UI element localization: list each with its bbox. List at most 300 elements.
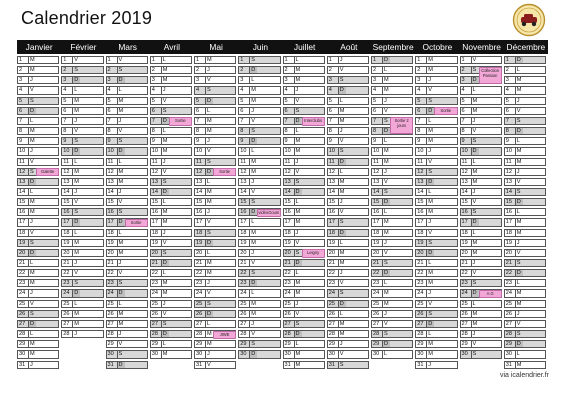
day-cell[interactable]: [283, 239, 325, 247]
day-cell[interactable]: [194, 117, 236, 125]
day-cell[interactable]: [238, 137, 280, 145]
day-cell[interactable]: [194, 198, 236, 206]
day-cell[interactable]: [106, 107, 148, 115]
day-cell[interactable]: [61, 239, 103, 247]
day-cell[interactable]: [17, 249, 59, 257]
day-cell[interactable]: [460, 198, 502, 206]
day-cell[interactable]: [327, 158, 369, 166]
day-cell[interactable]: [150, 350, 192, 358]
day-cell[interactable]: [504, 259, 546, 267]
day-cell[interactable]: [327, 147, 369, 155]
day-cell[interactable]: [61, 320, 103, 328]
day-cell[interactable]: [150, 97, 192, 105]
day-cell[interactable]: [327, 350, 369, 358]
day-cell[interactable]: [150, 218, 192, 226]
day-cell[interactable]: [415, 158, 457, 166]
day-cell[interactable]: [371, 107, 413, 115]
day-cell[interactable]: [194, 208, 236, 216]
day-cell[interactable]: [327, 218, 369, 226]
day-cell[interactable]: [460, 269, 502, 277]
day-cell[interactable]: [460, 97, 502, 105]
day-cell[interactable]: [106, 178, 148, 186]
day-cell[interactable]: [460, 168, 502, 176]
day-cell[interactable]: [194, 289, 236, 297]
day-cell[interactable]: [460, 340, 502, 348]
day-cell[interactable]: [17, 340, 59, 348]
day-cell[interactable]: [460, 259, 502, 267]
day-cell[interactable]: [17, 97, 59, 105]
day-cell[interactable]: [415, 350, 457, 358]
day-cell[interactable]: [17, 330, 59, 338]
day-cell[interactable]: [371, 340, 413, 348]
day-cell[interactable]: [106, 158, 148, 166]
day-cell[interactable]: [371, 239, 413, 247]
day-cell[interactable]: [460, 279, 502, 287]
day-cell[interactable]: [106, 198, 148, 206]
day-cell[interactable]: [150, 279, 192, 287]
day-cell[interactable]: [61, 198, 103, 206]
day-cell[interactable]: [194, 86, 236, 94]
day-cell[interactable]: [238, 198, 280, 206]
day-cell[interactable]: [327, 289, 369, 297]
day-cell[interactable]: [504, 76, 546, 84]
day-cell[interactable]: [106, 208, 148, 216]
day-cell[interactable]: [415, 137, 457, 145]
day-cell[interactable]: [371, 56, 413, 64]
day-cell[interactable]: [327, 188, 369, 196]
day-cell[interactable]: [238, 86, 280, 94]
day-cell[interactable]: [504, 310, 546, 318]
event-tag[interactable]: Sortie: [434, 107, 457, 115]
day-cell[interactable]: [238, 117, 280, 125]
day-cell[interactable]: [106, 127, 148, 135]
day-cell[interactable]: [194, 97, 236, 105]
day-cell[interactable]: [17, 178, 59, 186]
day-cell[interactable]: [238, 97, 280, 105]
day-cell[interactable]: [194, 56, 236, 64]
day-cell[interactable]: [17, 188, 59, 196]
day-cell[interactable]: [415, 229, 457, 237]
day-cell[interactable]: [415, 239, 457, 247]
day-cell[interactable]: [17, 320, 59, 328]
day-cell[interactable]: [283, 168, 325, 176]
day-cell[interactable]: [150, 76, 192, 84]
day-cell[interactable]: [238, 300, 280, 308]
day-cell[interactable]: [460, 117, 502, 125]
day-cell[interactable]: [504, 168, 546, 176]
day-cell[interactable]: [415, 178, 457, 186]
day-cell[interactable]: [61, 97, 103, 105]
event-tag[interactable]: Leigny: [302, 249, 325, 257]
day-cell[interactable]: [504, 198, 546, 206]
day-cell[interactable]: [238, 320, 280, 328]
day-cell[interactable]: [194, 229, 236, 237]
day-cell[interactable]: [415, 320, 457, 328]
day-cell[interactable]: [17, 147, 59, 155]
day-cell[interactable]: [415, 340, 457, 348]
day-cell[interactable]: [61, 300, 103, 308]
day-cell[interactable]: [17, 310, 59, 318]
day-cell[interactable]: [61, 310, 103, 318]
day-cell[interactable]: [150, 198, 192, 206]
day-cell[interactable]: [106, 147, 148, 155]
day-cell[interactable]: [17, 127, 59, 135]
day-cell[interactable]: [150, 229, 192, 237]
day-cell[interactable]: [150, 300, 192, 308]
day-cell[interactable]: [460, 310, 502, 318]
day-cell[interactable]: [283, 76, 325, 84]
day-cell[interactable]: [371, 76, 413, 84]
day-cell[interactable]: [150, 168, 192, 176]
day-cell[interactable]: [150, 239, 192, 247]
day-cell[interactable]: [106, 168, 148, 176]
day-cell[interactable]: [150, 56, 192, 64]
day-cell[interactable]: [194, 158, 236, 166]
day-cell[interactable]: [415, 208, 457, 216]
day-cell[interactable]: [327, 198, 369, 206]
day-cell[interactable]: [504, 107, 546, 115]
event-tag[interactable]: Collection Passion: [479, 67, 502, 84]
day-cell[interactable]: [504, 56, 546, 64]
day-cell[interactable]: [106, 350, 148, 358]
day-cell[interactable]: [415, 66, 457, 74]
day-cell[interactable]: [238, 107, 280, 115]
day-cell[interactable]: [61, 330, 103, 338]
day-cell[interactable]: [415, 361, 457, 369]
day-cell[interactable]: [371, 208, 413, 216]
day-cell[interactable]: [194, 320, 236, 328]
day-cell[interactable]: [371, 300, 413, 308]
day-cell[interactable]: [283, 188, 325, 196]
day-cell[interactable]: [106, 188, 148, 196]
day-cell[interactable]: [283, 350, 325, 358]
day-cell[interactable]: [106, 289, 148, 297]
day-cell[interactable]: [371, 229, 413, 237]
day-cell[interactable]: [371, 198, 413, 206]
day-cell[interactable]: [106, 279, 148, 287]
day-cell[interactable]: [371, 147, 413, 155]
day-cell[interactable]: [371, 66, 413, 74]
day-cell[interactable]: [150, 320, 192, 328]
day-cell[interactable]: [327, 97, 369, 105]
day-cell[interactable]: [17, 218, 59, 226]
day-cell[interactable]: [460, 239, 502, 247]
day-cell[interactable]: [504, 218, 546, 226]
day-cell[interactable]: [106, 86, 148, 94]
day-cell[interactable]: [415, 76, 457, 84]
day-cell[interactable]: [504, 350, 546, 358]
day-cell[interactable]: [238, 310, 280, 318]
day-cell[interactable]: [150, 289, 192, 297]
event-tag[interactable]: vidéoGoum: [257, 209, 280, 217]
day-cell[interactable]: [327, 259, 369, 267]
day-cell[interactable]: [150, 310, 192, 318]
day-cell[interactable]: [61, 168, 103, 176]
day-cell[interactable]: [238, 340, 280, 348]
day-cell[interactable]: [194, 279, 236, 287]
day-cell[interactable]: [327, 279, 369, 287]
day-cell[interactable]: [106, 361, 148, 369]
day-cell[interactable]: [194, 350, 236, 358]
day-cell[interactable]: [327, 239, 369, 247]
day-cell[interactable]: [283, 158, 325, 166]
day-cell[interactable]: [283, 361, 325, 369]
day-cell[interactable]: [61, 178, 103, 186]
day-cell[interactable]: [150, 259, 192, 267]
day-cell[interactable]: [371, 178, 413, 186]
day-cell[interactable]: [238, 269, 280, 277]
day-cell[interactable]: [150, 330, 192, 338]
day-cell[interactable]: [61, 127, 103, 135]
day-cell[interactable]: [194, 340, 236, 348]
day-cell[interactable]: [283, 178, 325, 186]
day-cell[interactable]: [371, 86, 413, 94]
day-cell[interactable]: [106, 330, 148, 338]
day-cell[interactable]: [238, 289, 280, 297]
day-cell[interactable]: [460, 330, 502, 338]
day-cell[interactable]: [194, 259, 236, 267]
day-cell[interactable]: [371, 269, 413, 277]
day-cell[interactable]: [327, 86, 369, 94]
day-cell[interactable]: [150, 158, 192, 166]
day-cell[interactable]: [460, 107, 502, 115]
day-cell[interactable]: [194, 361, 236, 369]
day-cell[interactable]: [17, 158, 59, 166]
day-cell[interactable]: [194, 147, 236, 155]
day-cell[interactable]: [415, 249, 457, 257]
day-cell[interactable]: [327, 229, 369, 237]
day-cell[interactable]: [415, 330, 457, 338]
day-cell[interactable]: [17, 117, 59, 125]
day-cell[interactable]: [371, 97, 413, 105]
day-cell[interactable]: [106, 76, 148, 84]
day-cell[interactable]: [460, 147, 502, 155]
day-cell[interactable]: [17, 279, 59, 287]
day-cell[interactable]: [327, 56, 369, 64]
day-cell[interactable]: [327, 137, 369, 145]
day-cell[interactable]: [238, 66, 280, 74]
day-cell[interactable]: [106, 97, 148, 105]
day-cell[interactable]: [371, 259, 413, 267]
day-cell[interactable]: [150, 127, 192, 135]
day-cell[interactable]: [61, 279, 103, 287]
day-cell[interactable]: [17, 269, 59, 277]
day-cell[interactable]: [106, 56, 148, 64]
day-cell[interactable]: [371, 168, 413, 176]
day-cell[interactable]: [504, 137, 546, 145]
day-cell[interactable]: [106, 310, 148, 318]
day-cell[interactable]: [283, 56, 325, 64]
day-cell[interactable]: [327, 208, 369, 216]
day-cell[interactable]: [106, 117, 148, 125]
day-cell[interactable]: [194, 239, 236, 247]
day-cell[interactable]: [17, 289, 59, 297]
day-cell[interactable]: [283, 107, 325, 115]
day-cell[interactable]: [327, 269, 369, 277]
day-cell[interactable]: [238, 147, 280, 155]
day-cell[interactable]: [504, 300, 546, 308]
day-cell[interactable]: [460, 320, 502, 328]
day-cell[interactable]: [150, 269, 192, 277]
day-cell[interactable]: [283, 269, 325, 277]
day-cell[interactable]: [17, 86, 59, 94]
day-cell[interactable]: [460, 229, 502, 237]
day-cell[interactable]: [106, 66, 148, 74]
day-cell[interactable]: [371, 279, 413, 287]
day-cell[interactable]: [504, 330, 546, 338]
day-cell[interactable]: [415, 310, 457, 318]
day-cell[interactable]: [238, 350, 280, 358]
day-cell[interactable]: [371, 137, 413, 145]
day-cell[interactable]: [327, 361, 369, 369]
event-tag[interactable]: JIWE: [213, 331, 236, 339]
day-cell[interactable]: [61, 147, 103, 155]
day-cell[interactable]: [415, 259, 457, 267]
day-cell[interactable]: [504, 289, 546, 297]
day-cell[interactable]: [283, 289, 325, 297]
day-cell[interactable]: [194, 66, 236, 74]
day-cell[interactable]: [150, 178, 192, 186]
day-cell[interactable]: [504, 147, 546, 155]
day-cell[interactable]: [194, 269, 236, 277]
day-cell[interactable]: [238, 56, 280, 64]
day-cell[interactable]: [415, 86, 457, 94]
day-cell[interactable]: [460, 249, 502, 257]
day-cell[interactable]: [415, 127, 457, 135]
day-cell[interactable]: [283, 97, 325, 105]
day-cell[interactable]: [17, 56, 59, 64]
day-cell[interactable]: [415, 289, 457, 297]
day-cell[interactable]: [17, 198, 59, 206]
day-cell[interactable]: [460, 218, 502, 226]
day-cell[interactable]: [504, 279, 546, 287]
event-tag[interactable]: A.G: [479, 290, 502, 298]
day-cell[interactable]: [150, 147, 192, 155]
day-cell[interactable]: [194, 107, 236, 115]
day-cell[interactable]: [61, 218, 103, 226]
day-cell[interactable]: [194, 218, 236, 226]
day-cell[interactable]: [415, 56, 457, 64]
day-cell[interactable]: [504, 208, 546, 216]
day-cell[interactable]: [415, 269, 457, 277]
day-cell[interactable]: [61, 117, 103, 125]
day-cell[interactable]: [61, 289, 103, 297]
event-tag[interactable]: Sortie: [125, 219, 148, 227]
day-cell[interactable]: [150, 86, 192, 94]
day-cell[interactable]: [460, 86, 502, 94]
day-cell[interactable]: [283, 279, 325, 287]
day-cell[interactable]: [460, 188, 502, 196]
day-cell[interactable]: [504, 127, 546, 135]
day-cell[interactable]: [238, 330, 280, 338]
day-cell[interactable]: [415, 279, 457, 287]
day-cell[interactable]: [283, 198, 325, 206]
day-cell[interactable]: [194, 137, 236, 145]
day-cell[interactable]: [371, 310, 413, 318]
day-cell[interactable]: [238, 259, 280, 267]
day-cell[interactable]: [17, 208, 59, 216]
day-cell[interactable]: [415, 300, 457, 308]
day-cell[interactable]: [238, 178, 280, 186]
day-cell[interactable]: [415, 147, 457, 155]
day-cell[interactable]: [238, 249, 280, 257]
event-tag[interactable]: Galette: [36, 168, 59, 176]
day-cell[interactable]: [150, 340, 192, 348]
day-cell[interactable]: [61, 137, 103, 145]
day-cell[interactable]: [283, 340, 325, 348]
day-cell[interactable]: [61, 66, 103, 74]
day-cell[interactable]: [238, 229, 280, 237]
day-cell[interactable]: [327, 249, 369, 257]
day-cell[interactable]: [371, 350, 413, 358]
day-cell[interactable]: [106, 340, 148, 348]
day-cell[interactable]: [106, 137, 148, 145]
day-cell[interactable]: [61, 269, 103, 277]
day-cell[interactable]: [460, 178, 502, 186]
day-cell[interactable]: [61, 208, 103, 216]
day-cell[interactable]: [460, 56, 502, 64]
day-cell[interactable]: [106, 320, 148, 328]
day-cell[interactable]: [283, 330, 325, 338]
day-cell[interactable]: [415, 117, 457, 125]
day-cell[interactable]: [194, 76, 236, 84]
day-cell[interactable]: [504, 97, 546, 105]
day-cell[interactable]: [17, 66, 59, 74]
day-cell[interactable]: [327, 178, 369, 186]
event-tag[interactable]: Sortie 2 jours: [390, 117, 413, 134]
day-cell[interactable]: [460, 137, 502, 145]
day-cell[interactable]: [327, 168, 369, 176]
day-cell[interactable]: [106, 229, 148, 237]
day-cell[interactable]: [504, 249, 546, 257]
day-cell[interactable]: [238, 279, 280, 287]
day-cell[interactable]: [17, 350, 59, 358]
day-cell[interactable]: [371, 289, 413, 297]
day-cell[interactable]: [371, 249, 413, 257]
day-cell[interactable]: [150, 208, 192, 216]
day-cell[interactable]: [504, 117, 546, 125]
day-cell[interactable]: [17, 76, 59, 84]
day-cell[interactable]: [504, 269, 546, 277]
day-cell[interactable]: [504, 239, 546, 247]
day-cell[interactable]: [194, 310, 236, 318]
day-cell[interactable]: [61, 229, 103, 237]
day-cell[interactable]: [194, 127, 236, 135]
day-cell[interactable]: [194, 178, 236, 186]
day-cell[interactable]: [238, 168, 280, 176]
day-cell[interactable]: [283, 310, 325, 318]
day-cell[interactable]: [283, 66, 325, 74]
day-cell[interactable]: [61, 107, 103, 115]
day-cell[interactable]: [415, 168, 457, 176]
day-cell[interactable]: [17, 239, 59, 247]
day-cell[interactable]: [504, 361, 546, 369]
day-cell[interactable]: [415, 97, 457, 105]
day-cell[interactable]: [194, 249, 236, 257]
day-cell[interactable]: [460, 208, 502, 216]
day-cell[interactable]: [283, 147, 325, 155]
day-cell[interactable]: [61, 76, 103, 84]
day-cell[interactable]: [327, 320, 369, 328]
day-cell[interactable]: [327, 117, 369, 125]
day-cell[interactable]: [194, 188, 236, 196]
day-cell[interactable]: [415, 218, 457, 226]
day-cell[interactable]: [460, 350, 502, 358]
day-cell[interactable]: [238, 239, 280, 247]
day-cell[interactable]: [504, 340, 546, 348]
day-cell[interactable]: [17, 259, 59, 267]
day-cell[interactable]: [283, 137, 325, 145]
